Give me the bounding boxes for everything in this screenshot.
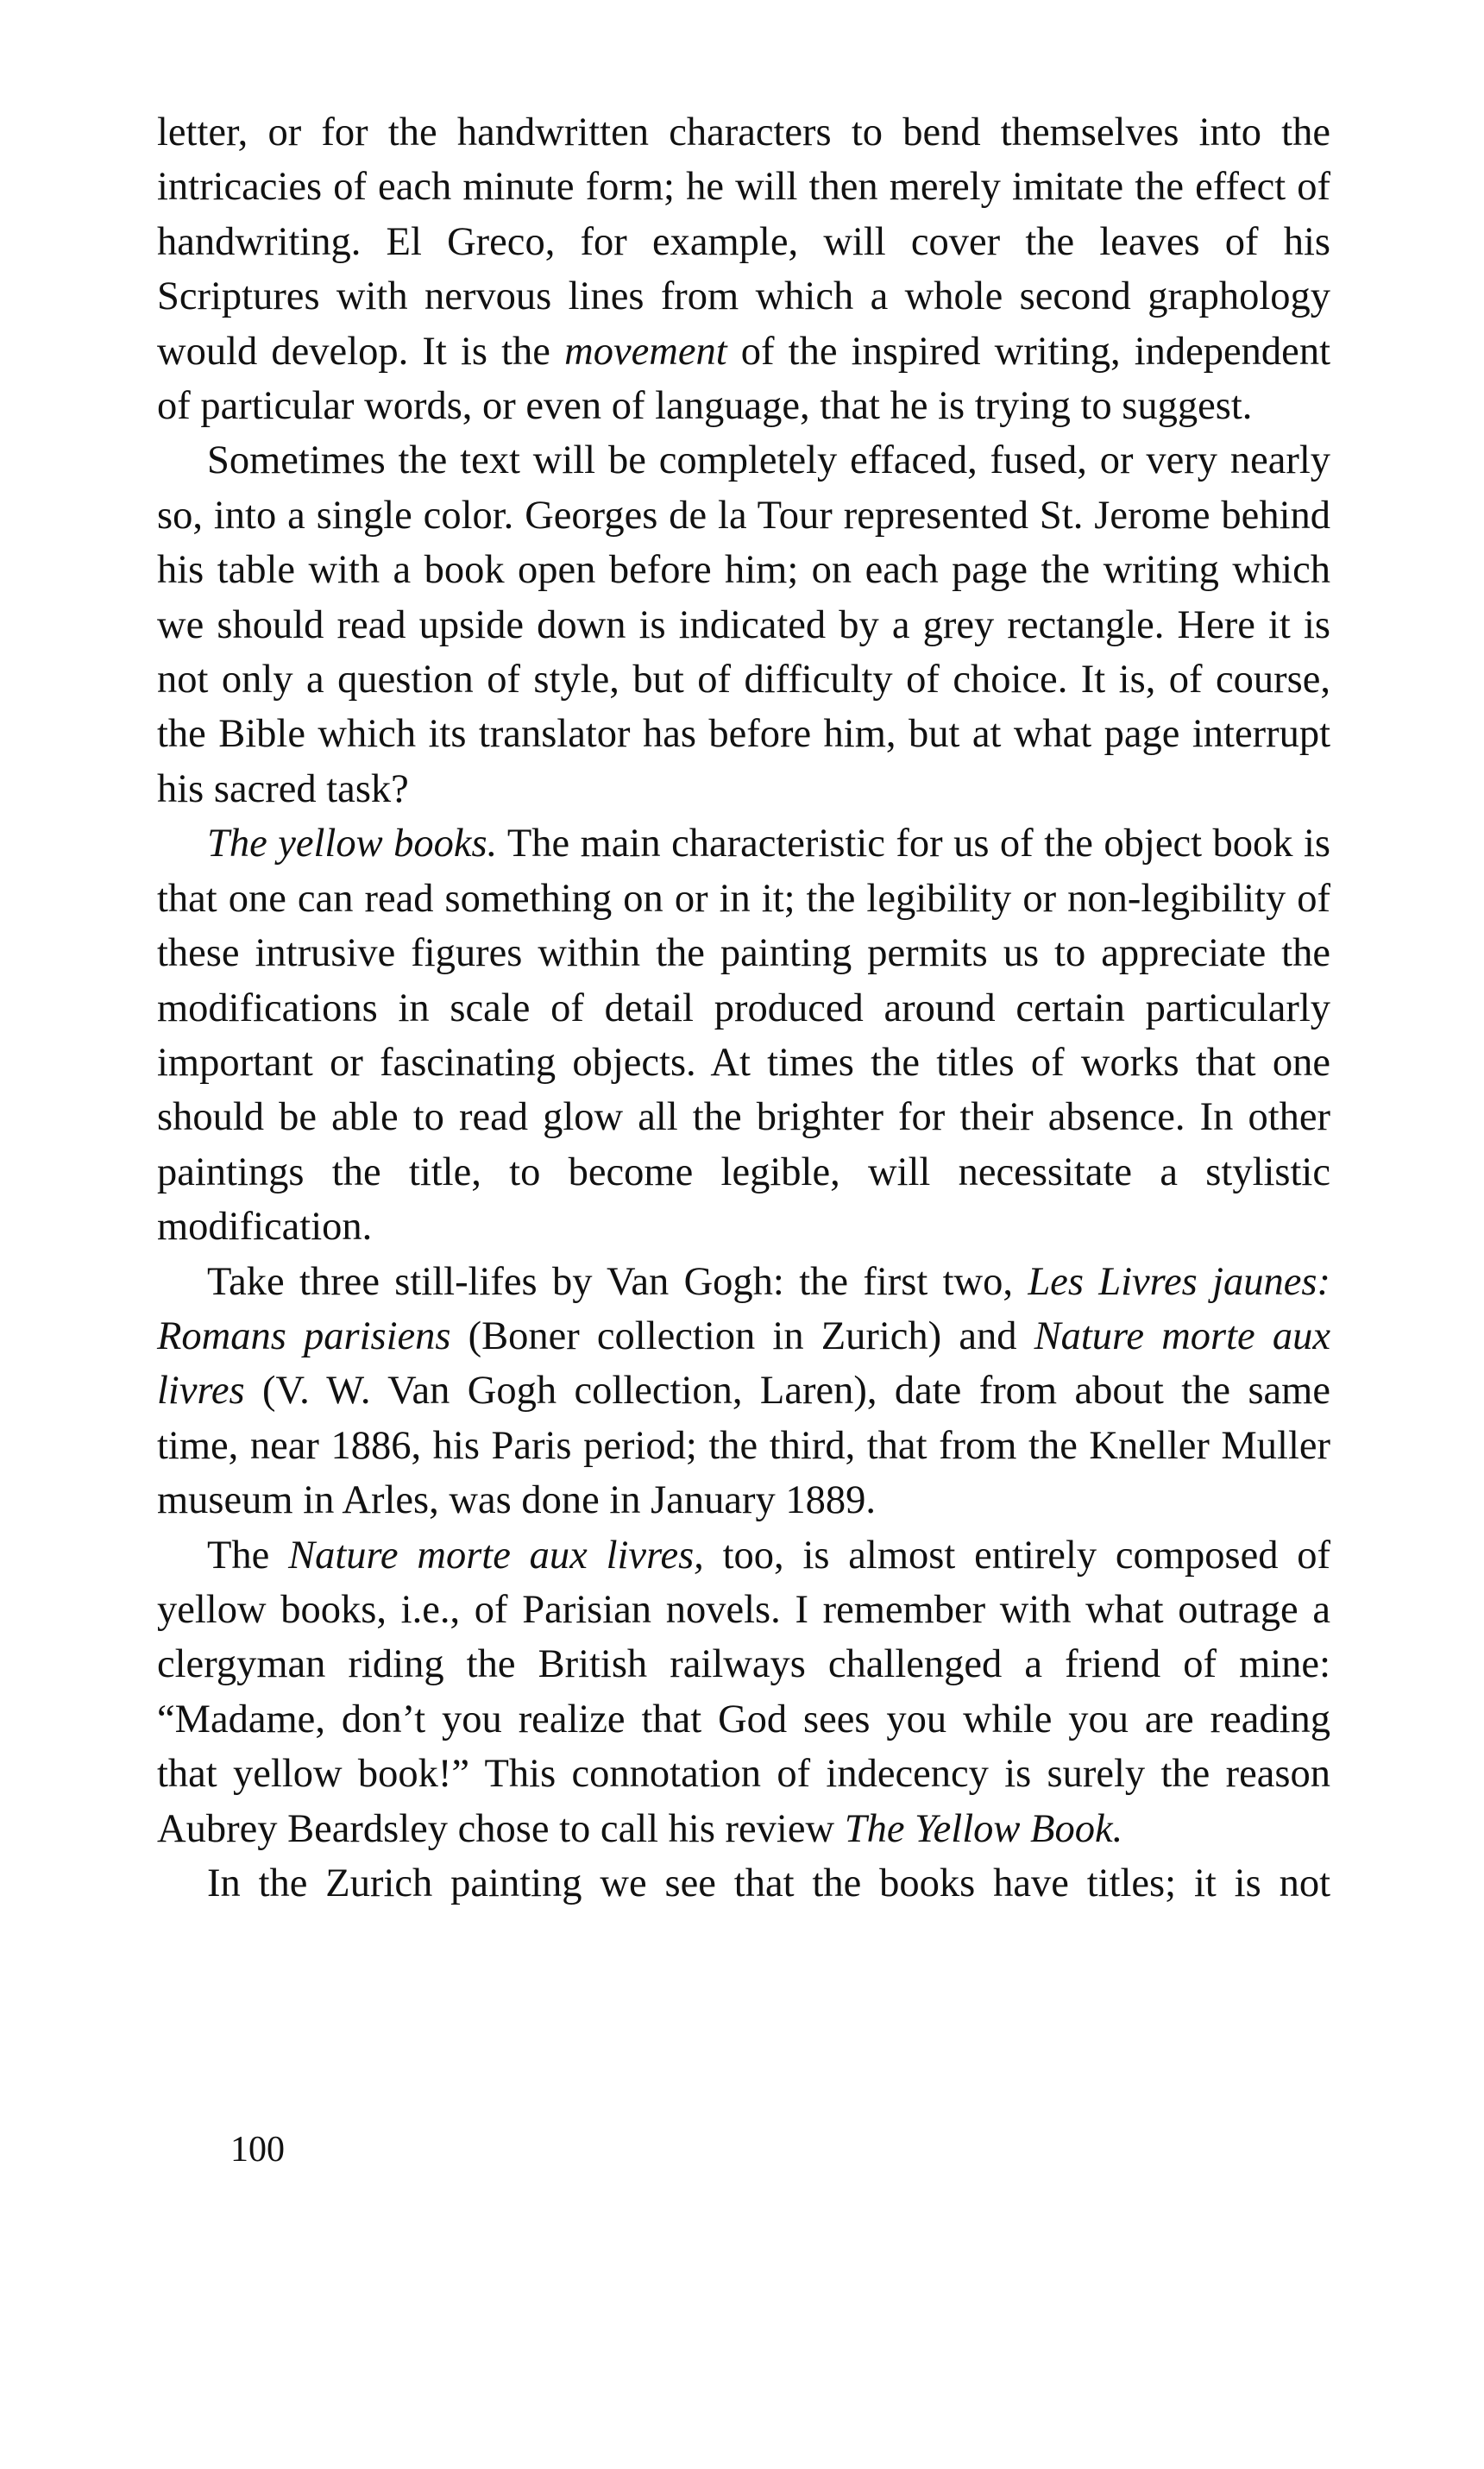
text-run: (V. W. Van Gogh collection, Laren), date from about the same time, near 1886, his Paris period; the third, that from the Kneller Muller museum in Arles, was done in January 1889. xyxy=(157,1369,1330,1523)
text-run: too, is almost entirely composed of yellow books, i.e., of Parisian novels. I remember with what outrage a clergyman riding the British railways challenged a friend of mine: “Madame, don’t you realize that God sees you while you are reading that yellow book!” This connotation of indecency is surely the reason Aubrey Beardsley chose to call his review xyxy=(157,1533,1330,1851)
text-run: The main characteristic for us of the object book is that one can read something on or in it; the legibility or non-legibility of these intrusive figures within the painting permits us to appreciate the modifications in scale of detail produced around certain particularly important or fascinating objects. At times the titles of works that one should be able to read glow all the brighter for their absence. In other paintings the title, to become legible, will necessitate a stylistic modification. xyxy=(157,822,1330,1250)
text-run: In the Zurich painting we see that the books have titles; it is not xyxy=(207,1861,1330,1905)
text-run: The xyxy=(207,1533,289,1578)
paragraph xyxy=(157,105,1330,433)
text-run: of the inspired writing, independent of particular words, or even of language, that he is trying to suggest. xyxy=(157,329,1330,429)
paragraph xyxy=(157,1528,1330,1856)
text-run: (Boner collection in Zurich) and xyxy=(450,1313,1034,1358)
italic-text-run: Nature morte aux livres xyxy=(157,1313,1330,1414)
body-text xyxy=(157,105,1330,1911)
italic-text-run: Les Livres jaunes: Romans parisiens xyxy=(157,1259,1331,1358)
paragraph xyxy=(157,433,1330,816)
paragraph xyxy=(157,1255,1330,1528)
italic-text-run: movement xyxy=(564,329,727,374)
page-number: 100 xyxy=(230,2130,285,2170)
paragraph xyxy=(157,1856,1330,1911)
italic-text-run: Nature morte aux livres, xyxy=(288,1533,704,1578)
text-run: Take three still-lifes by Van Gogh: the first two, xyxy=(207,1259,1028,1304)
italic-text-run: The Yellow Book. xyxy=(844,1806,1123,1851)
text-run: Sometimes the text will be completely effaced, fused, or very nearly so, into a single color. Georges de la Tour represented St. Jerome behind his table with a book open before him; on each page the writing which we should read upside down is indicated by a grey rectangle. Here it is not only a question of style, but of difficulty of choice. It is, of course, the Bible which its translator has before him, but at what page interrupt his sacred task? xyxy=(157,438,1330,811)
italic-text-run: The yellow books. xyxy=(207,822,498,866)
paragraph xyxy=(157,816,1330,1254)
text-run: letter, or for the handwritten characters to bend themselves into the intricacies of each minute form; he will then merely imitate the effect of handwriting. El Greco, for example, will cover the leaves of his Scriptures with nervous lines from which a whole second graphology would develop. It is the xyxy=(157,110,1330,374)
